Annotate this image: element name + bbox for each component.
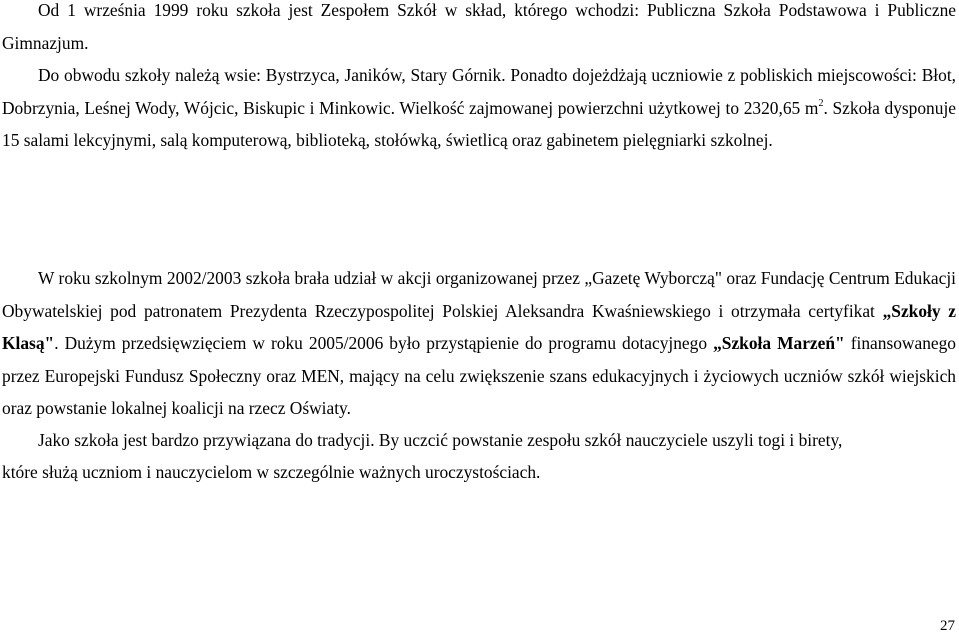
program-name: „Szkoła Marzeń" [713, 333, 845, 353]
certificate-name: „Szkoły z Klasą" [2, 300, 956, 353]
paragraph-text: Do obwodu szkoły należą wsie: Bystrzyca, Janików, Stary Górnik. Ponadto dojeżdżają uczniowie z pobliskich miejscowości: Błot, Dobrzynia, Leśnej Wody, Wójcic, Biskupic i Minkowic. Wielkość zajmowanej powierzchni użytkowej to 2320,65 m [2, 65, 956, 118]
paragraph-text: . Dużym przedsięwzięciem w roku 2005/2006 było przystąpienie do programu dotacyjnego [54, 333, 714, 353]
page-number: 27 [940, 618, 955, 634]
paragraph-school-complex [2, 0, 956, 59]
paragraph-text: które służą uczniom i nauczycielom w szczególnie ważnych uroczystościach. [2, 462, 541, 482]
paragraph-school-district [2, 59, 956, 157]
paragraph-tradition [2, 424, 956, 457]
paragraph-text: Jako szkoła jest bardzo przywiązana do tradycji. By uczcić powstanie zespołu szkół nauczyciele uszyli togi i birety, [38, 430, 843, 450]
paragraph-text: Od 1 września 1999 roku szkoła jest Zespołem Szkół w skład, którego wchodzi: Publiczna Szkoła Podstawowa i Publiczne Gimnazjum. [2, 0, 956, 53]
superscript-exponent: 2 [818, 97, 824, 109]
paragraph-text: W roku szkolnym 2002/2003 szkoła brała udział w akcji organizowanej przez „Gazetę Wyborczą" oraz Fundację Centrum Edukacji Obywatelskiej pod patronatem Prezydenta Rzeczypospolitej Polskiej Aleksandra Kwaśniewskiego i otrzymała certyfikat [2, 268, 956, 321]
paragraph-text: finansowanego przez Europejski Fundusz Społeczny oraz MEN, mający na celu zwiększenie szans edukacyjnych i życiowych uczniów szkół wiejskich oraz powstanie lokalnej koalicji na rzecz Oświaty. [2, 333, 956, 418]
paragraph-programs [2, 262, 956, 425]
paragraph-tradition-continued [2, 456, 956, 489]
paragraph-text: . Szkoła dysponuje 15 salami lekcyjnymi, salą komputerową, biblioteką, stołówką, świetlicą oraz gabinetem pielęgniarki szkolnej. [2, 97, 956, 150]
